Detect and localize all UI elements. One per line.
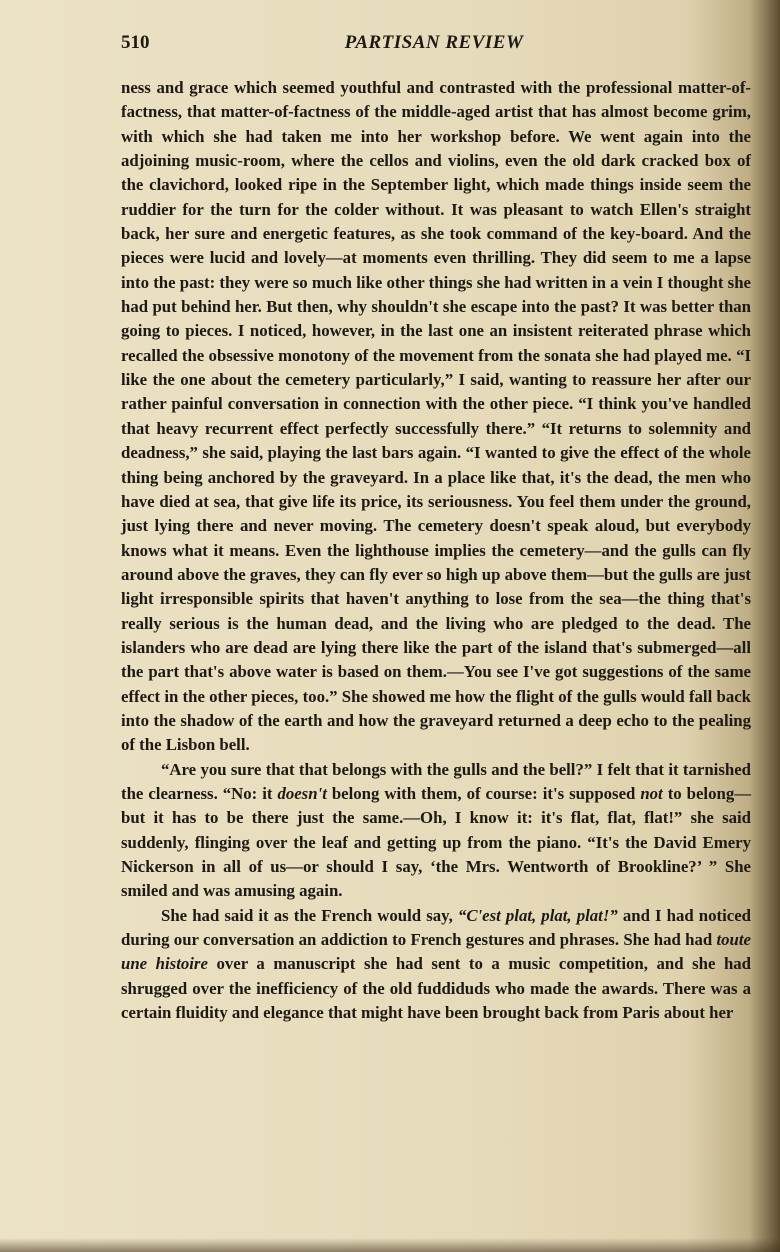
paragraph-3-text-1: She had said it as the French would say, (161, 905, 458, 925)
page-number: 510 (121, 32, 150, 53)
paragraph-2-emphasis-2: not (640, 783, 663, 803)
running-head (121, 32, 747, 62)
paragraph-2-text-2: belong with them, of course: it's supposed (326, 783, 641, 803)
journal-title: PARTISAN REVIEW (344, 32, 524, 53)
paragraph-2-text-1: “Are you sure that that belongs with the gulls and the bell?” I felt that it tarnished the clearness. “No: it (121, 759, 751, 803)
body-text (121, 76, 751, 1025)
paragraph-3-text-3: over a manuscript she had sent to a music competition, and she had shrugged over the inefficiency of the old fuddiduds who made the awards. There was a certain fluidity and elegance that might have been brought back from Paris about her (121, 954, 752, 1023)
paragraph-3 (121, 904, 751, 1026)
paragraph-1-text: ness and grace which seemed youthful and contrasted with the professional matter-of-factness, that matter-of-factness of the middle-aged artist that has almost become grim, with which she had taken me into her workshop before. We went again into the adjoining music-room, where the cellos and violins, even the old dark cracked box of the clavichord, looked ripe in the September light, which made things inside seem the ruddier for the turn for the colder without. It was pleasant to watch Ellen's straight back, her sure and energetic features, as she took command of the key-board. And the pieces were lucid and lovely—at moments even thrilling. They did seem to me a lapse into the past: they were so much like other things she had written in a vein I thought she had put behind her. But then, why shouldn't she escape into the past? It was better than going to pieces. I noticed, however, in the last one an insistent reiterated phrase which recalled the obsessive monotony of the movement from the sonata she had played me. “I like the one about the cemetery particularly,” I said, wanting to reassure her after our rather painful conversation in connection with the other piece. “I think you've handled that heavy recurrent effect perfectly successfully there.” “It returns to solemnity and deadness,” she said, playing the last bars again. “I wanted to give the effect of the whole thing being anchored by the graveyard. In a place like that, it's the dead, the men who have died at sea, that give life its price, its seriousness. You feel them under the ground, just lying there and never moving. The cemetery doesn't speak aloud, but everybody knows what it means. Even the lighthouse implies the cemetery—and the gulls can fly around above the graves, they can fly ever so high up above them—but the gulls are just light irresponsible spirits that haven't anything to lose from the sea—the thing that's really serious is the human dead, and the living who are pledged to the dead. The islanders who are dead are lying there like the part of the island that's submerged—all the part that's above water is based on them.—You see I've got suggestions of the same effect in the other pieces, too.” She showed me how the flight of the gulls would fall back into the shadow of the earth and how the graveyard returned a deep echo to the pealing of the Lisbon bell. (121, 78, 751, 755)
paragraph-3-emphasis-1: “C'est plat, plat, plat!” (457, 905, 618, 925)
paragraph-2-text-3: to belong—but it has to be there just the same.—Oh, I know it: it's flat, flat, flat!” she said suddenly, flinging over the leaf and getting up from the piano. “It's the David Emery Nickerson in all of us—or should I say, ‘the Mrs. Wentworth of Brookline?’ ” She smiled and was amusing again. (121, 783, 751, 901)
paragraph-2-emphasis-1: doesn't (277, 783, 327, 803)
paragraph-2 (121, 758, 751, 904)
paragraph-3-text-2: and I had noticed during our conversation an addiction to French gestures and phrases. She had had (121, 905, 751, 950)
paragraph-1 (121, 76, 751, 758)
paragraph-3-emphasis-2: toute une histoire (121, 930, 751, 974)
